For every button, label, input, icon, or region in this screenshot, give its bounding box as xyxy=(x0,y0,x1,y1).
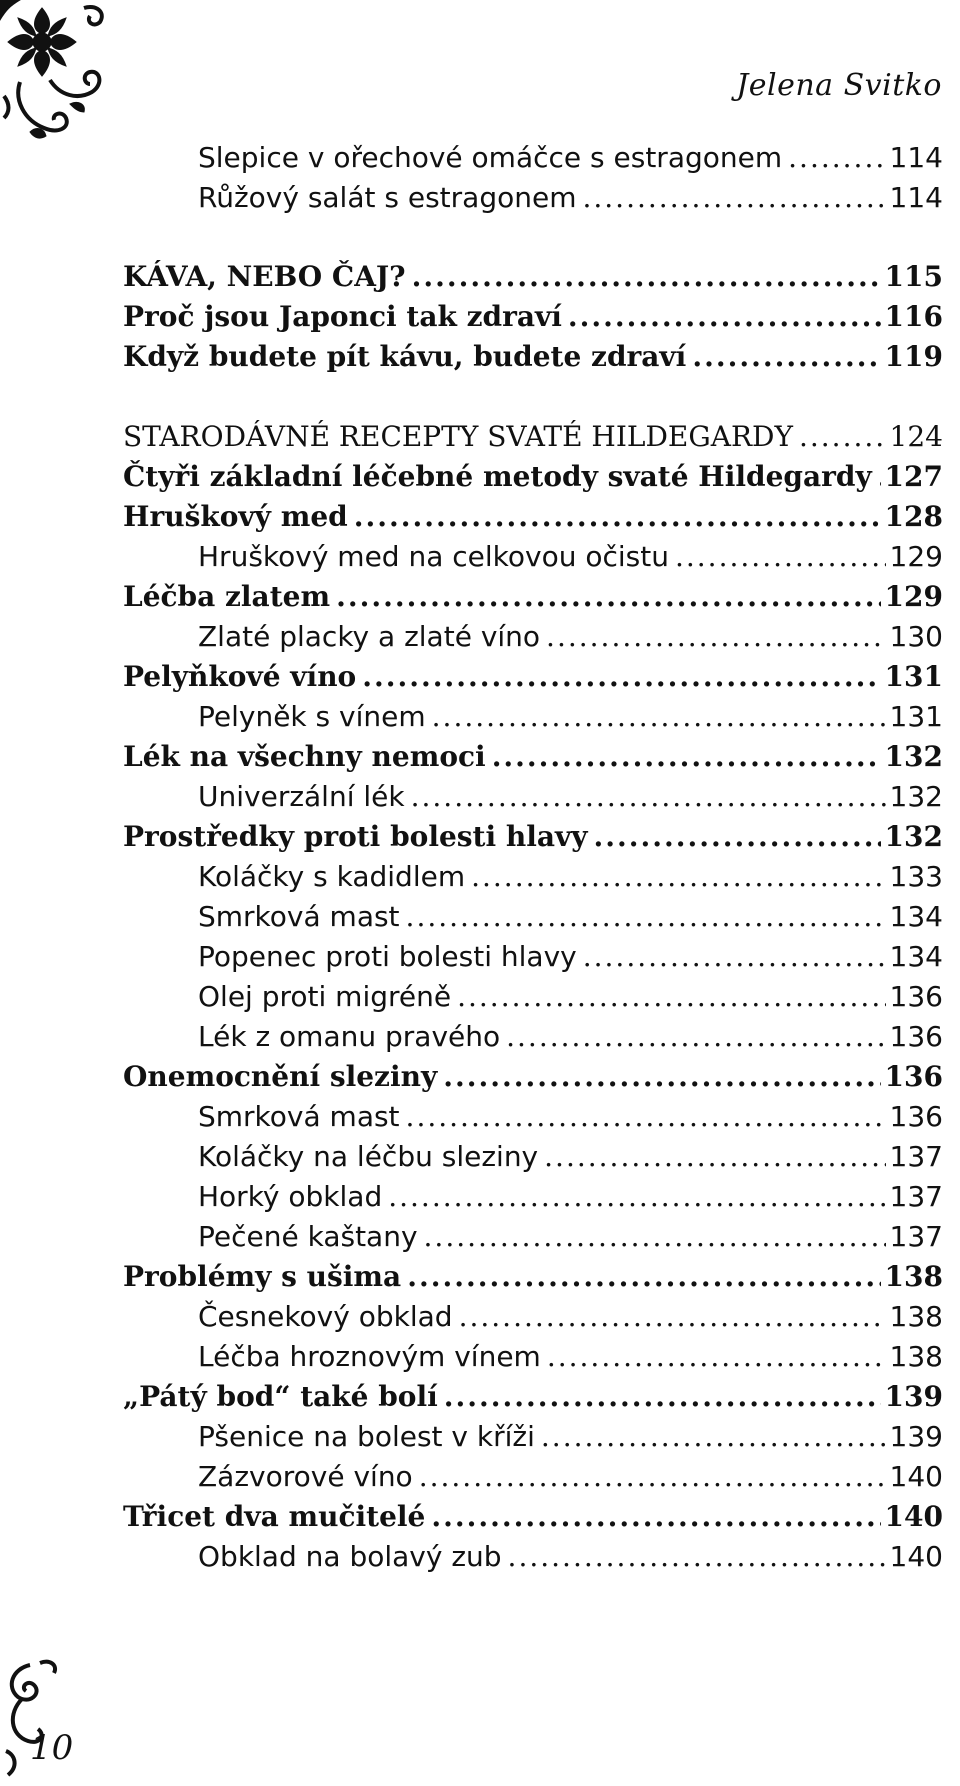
toc-entry-title: Olej proti migréně xyxy=(198,980,452,1013)
toc-chapter-title: STARODÁVNÉ RECEPTY SVATÉ HILDEGARDY xyxy=(123,420,793,453)
dot-leader xyxy=(492,737,881,777)
toc-entry-title: Smrková mast xyxy=(198,900,400,933)
dot-leader xyxy=(547,1337,886,1377)
toc-chapter[interactable] xyxy=(123,417,943,457)
toc-entry-title: Popenec proti bolesti hlavy xyxy=(198,940,577,973)
toc-entry-title: Pelyněk s vínem xyxy=(198,700,426,733)
toc-entry[interactable] xyxy=(198,1137,943,1177)
toc-section-page: 140 xyxy=(884,1500,943,1533)
toc-entry-title: Pšenice na bolest v kříži xyxy=(198,1420,535,1453)
toc-entry[interactable] xyxy=(198,138,943,178)
toc-entry-title: Koláčky na léčbu sleziny xyxy=(198,1140,539,1173)
toc-chapter-title: KÁVA, NEBO ČAJ? xyxy=(123,260,406,293)
dot-leader xyxy=(692,337,880,377)
toc-section-title: Třicet dva mučitelé xyxy=(123,1500,426,1533)
dot-leader xyxy=(459,1297,886,1337)
running-header-author: Jelena Svitko xyxy=(736,68,942,103)
toc-entry-page: 130 xyxy=(889,620,943,653)
toc-entry-title: Zlaté placky a zlaté víno xyxy=(198,620,541,653)
dot-leader xyxy=(541,1417,886,1457)
toc-entry-page: 134 xyxy=(889,940,943,973)
toc-chapter[interactable] xyxy=(123,257,943,297)
toc-section[interactable] xyxy=(123,297,943,337)
toc-section[interactable] xyxy=(123,1377,943,1417)
toc-section-title: Problémy s ušima xyxy=(123,1260,402,1293)
toc-section[interactable] xyxy=(123,497,943,537)
dot-leader xyxy=(354,497,881,537)
toc-section-title: Prostředky proti bolesti hlavy xyxy=(123,820,588,853)
dot-leader xyxy=(406,897,886,937)
dot-leader xyxy=(336,577,880,617)
toc-entry-page: 136 xyxy=(889,1020,943,1053)
toc-section-page: 132 xyxy=(884,740,943,773)
toc-entry-title: Horký obklad xyxy=(198,1180,383,1213)
toc-section[interactable] xyxy=(123,1497,943,1537)
toc-entry[interactable] xyxy=(198,977,943,1017)
toc-section[interactable] xyxy=(123,1057,943,1097)
toc-section-page: 132 xyxy=(884,820,943,853)
toc-section-page: 138 xyxy=(884,1260,943,1293)
toc-entry-page: 138 xyxy=(889,1340,943,1373)
toc-entry[interactable] xyxy=(198,857,943,897)
toc-section-title: Proč jsou Japonci tak zdraví xyxy=(123,300,562,333)
dot-leader xyxy=(407,1257,880,1297)
toc-entry[interactable] xyxy=(198,1097,943,1137)
toc-entry-page: 129 xyxy=(889,540,943,573)
toc-entry-page: 140 xyxy=(889,1540,943,1573)
toc-entry-page: 114 xyxy=(889,141,943,174)
toc-entry-page: 137 xyxy=(889,1220,943,1253)
dot-leader xyxy=(432,697,886,737)
toc-section-page: 116 xyxy=(884,300,943,333)
toc-entry-title: Obklad na bolavý zub xyxy=(198,1540,502,1573)
toc-section[interactable] xyxy=(123,337,943,377)
toc-section-page: 128 xyxy=(884,500,943,533)
dot-leader xyxy=(546,617,886,657)
toc-entry-page: 137 xyxy=(889,1140,943,1173)
dot-leader xyxy=(412,257,881,297)
toc-section-title: Léčba zlatem xyxy=(123,580,331,613)
toc-entry-page: 114 xyxy=(889,181,943,214)
dot-leader xyxy=(406,1097,886,1137)
toc-entry-page: 134 xyxy=(889,900,943,933)
toc-section[interactable] xyxy=(123,1257,943,1297)
toc-entry[interactable] xyxy=(198,1297,943,1337)
dot-leader xyxy=(568,297,881,337)
toc-entry-title: Růžový salát s estragonem xyxy=(198,181,577,214)
dot-leader xyxy=(424,1217,886,1257)
dot-leader xyxy=(583,937,886,977)
dot-leader xyxy=(544,1137,885,1177)
toc-section[interactable] xyxy=(123,737,943,777)
dot-leader xyxy=(788,138,885,178)
dot-leader xyxy=(411,777,886,817)
toc-section[interactable] xyxy=(123,457,943,497)
toc-section-page: 139 xyxy=(884,1380,943,1413)
dot-leader xyxy=(582,178,885,218)
toc-entry[interactable] xyxy=(198,178,943,218)
toc-chapter-page: 115 xyxy=(884,260,943,293)
toc-section[interactable] xyxy=(123,657,943,697)
toc-entry-page: 138 xyxy=(889,1300,943,1333)
toc-section-title: „Pátý bod“ také bolí xyxy=(123,1380,438,1413)
toc-entry-title: Zázvorové víno xyxy=(198,1460,413,1493)
toc-entry-title: Univerzální lék xyxy=(198,780,405,813)
toc-entry-title: Slepice v ořechové omáčce s estragonem xyxy=(198,141,783,174)
toc-entry[interactable] xyxy=(198,1337,943,1377)
toc-entry[interactable] xyxy=(198,1017,943,1057)
toc-entry-page: 140 xyxy=(889,1460,943,1493)
dot-leader xyxy=(508,1537,886,1577)
toc-section[interactable] xyxy=(123,577,943,617)
toc-entry[interactable] xyxy=(198,1217,943,1257)
dot-leader xyxy=(878,457,881,497)
toc-entry[interactable] xyxy=(198,1457,943,1497)
toc-entry[interactable] xyxy=(198,777,943,817)
toc-section-page: 131 xyxy=(884,660,943,693)
dot-leader xyxy=(443,1057,880,1097)
toc-entry[interactable] xyxy=(198,937,943,977)
toc-section-page: 129 xyxy=(884,580,943,613)
dot-leader xyxy=(388,1177,885,1217)
toc-entry-page: 131 xyxy=(889,700,943,733)
toc-entry-page: 136 xyxy=(889,1100,943,1133)
toc-section-page: 127 xyxy=(884,460,943,493)
toc-entry-title: Léčba hroznovým vínem xyxy=(198,1340,541,1373)
dot-leader xyxy=(457,977,885,1017)
toc-section-page: 119 xyxy=(884,340,943,373)
toc-entry[interactable] xyxy=(198,697,943,737)
dot-leader xyxy=(675,537,886,577)
toc-entry-page: 139 xyxy=(889,1420,943,1453)
dot-leader xyxy=(799,417,886,457)
toc-section-title: Pelyňkové víno xyxy=(123,660,357,693)
dot-leader xyxy=(594,817,881,857)
toc-section-page: 136 xyxy=(884,1060,943,1093)
toc-section-title: Když budete pít kávu, budete zdraví xyxy=(123,340,687,373)
toc-section-title: Lék na všechny nemoci xyxy=(123,740,486,773)
toc-entry-title: Česnekový obklad xyxy=(198,1300,453,1333)
toc-entry[interactable] xyxy=(198,617,943,657)
toc-entry-page: 133 xyxy=(889,860,943,893)
toc-entry[interactable] xyxy=(198,1177,943,1217)
dot-leader xyxy=(471,857,885,897)
toc-chapter-page: 124 xyxy=(889,420,943,453)
toc-section-title: Hruškový med xyxy=(123,500,348,533)
toc-entry-title: Hruškový med na celkovou očistu xyxy=(198,540,669,573)
toc-entry-title: Smrková mast xyxy=(198,1100,400,1133)
toc-entry[interactable] xyxy=(198,1537,943,1577)
dot-leader xyxy=(444,1377,881,1417)
toc-entry[interactable] xyxy=(198,897,943,937)
page-number: 10 xyxy=(30,1728,74,1768)
flourish-ornament-icon xyxy=(0,0,120,145)
dot-leader xyxy=(431,1497,880,1537)
toc-entry-page: 136 xyxy=(889,980,943,1013)
toc-section-title: Čtyři základní léčebné metody svaté Hildegardy xyxy=(123,460,872,493)
toc-entry[interactable] xyxy=(198,1417,943,1457)
dot-leader xyxy=(506,1017,885,1057)
toc-entry[interactable] xyxy=(198,537,943,577)
toc-entry-page: 137 xyxy=(889,1180,943,1213)
toc-entry-title: Koláčky s kadidlem xyxy=(198,860,466,893)
toc-entry-title: Lék z omanu pravého xyxy=(198,1020,501,1053)
dot-leader xyxy=(362,657,880,697)
toc-entry-title: Pečené kaštany xyxy=(198,1220,418,1253)
dot-leader xyxy=(419,1457,886,1497)
toc-entry-page: 132 xyxy=(889,780,943,813)
toc-section[interactable] xyxy=(123,817,943,857)
toc-section-title: Onemocnění sleziny xyxy=(123,1060,438,1093)
